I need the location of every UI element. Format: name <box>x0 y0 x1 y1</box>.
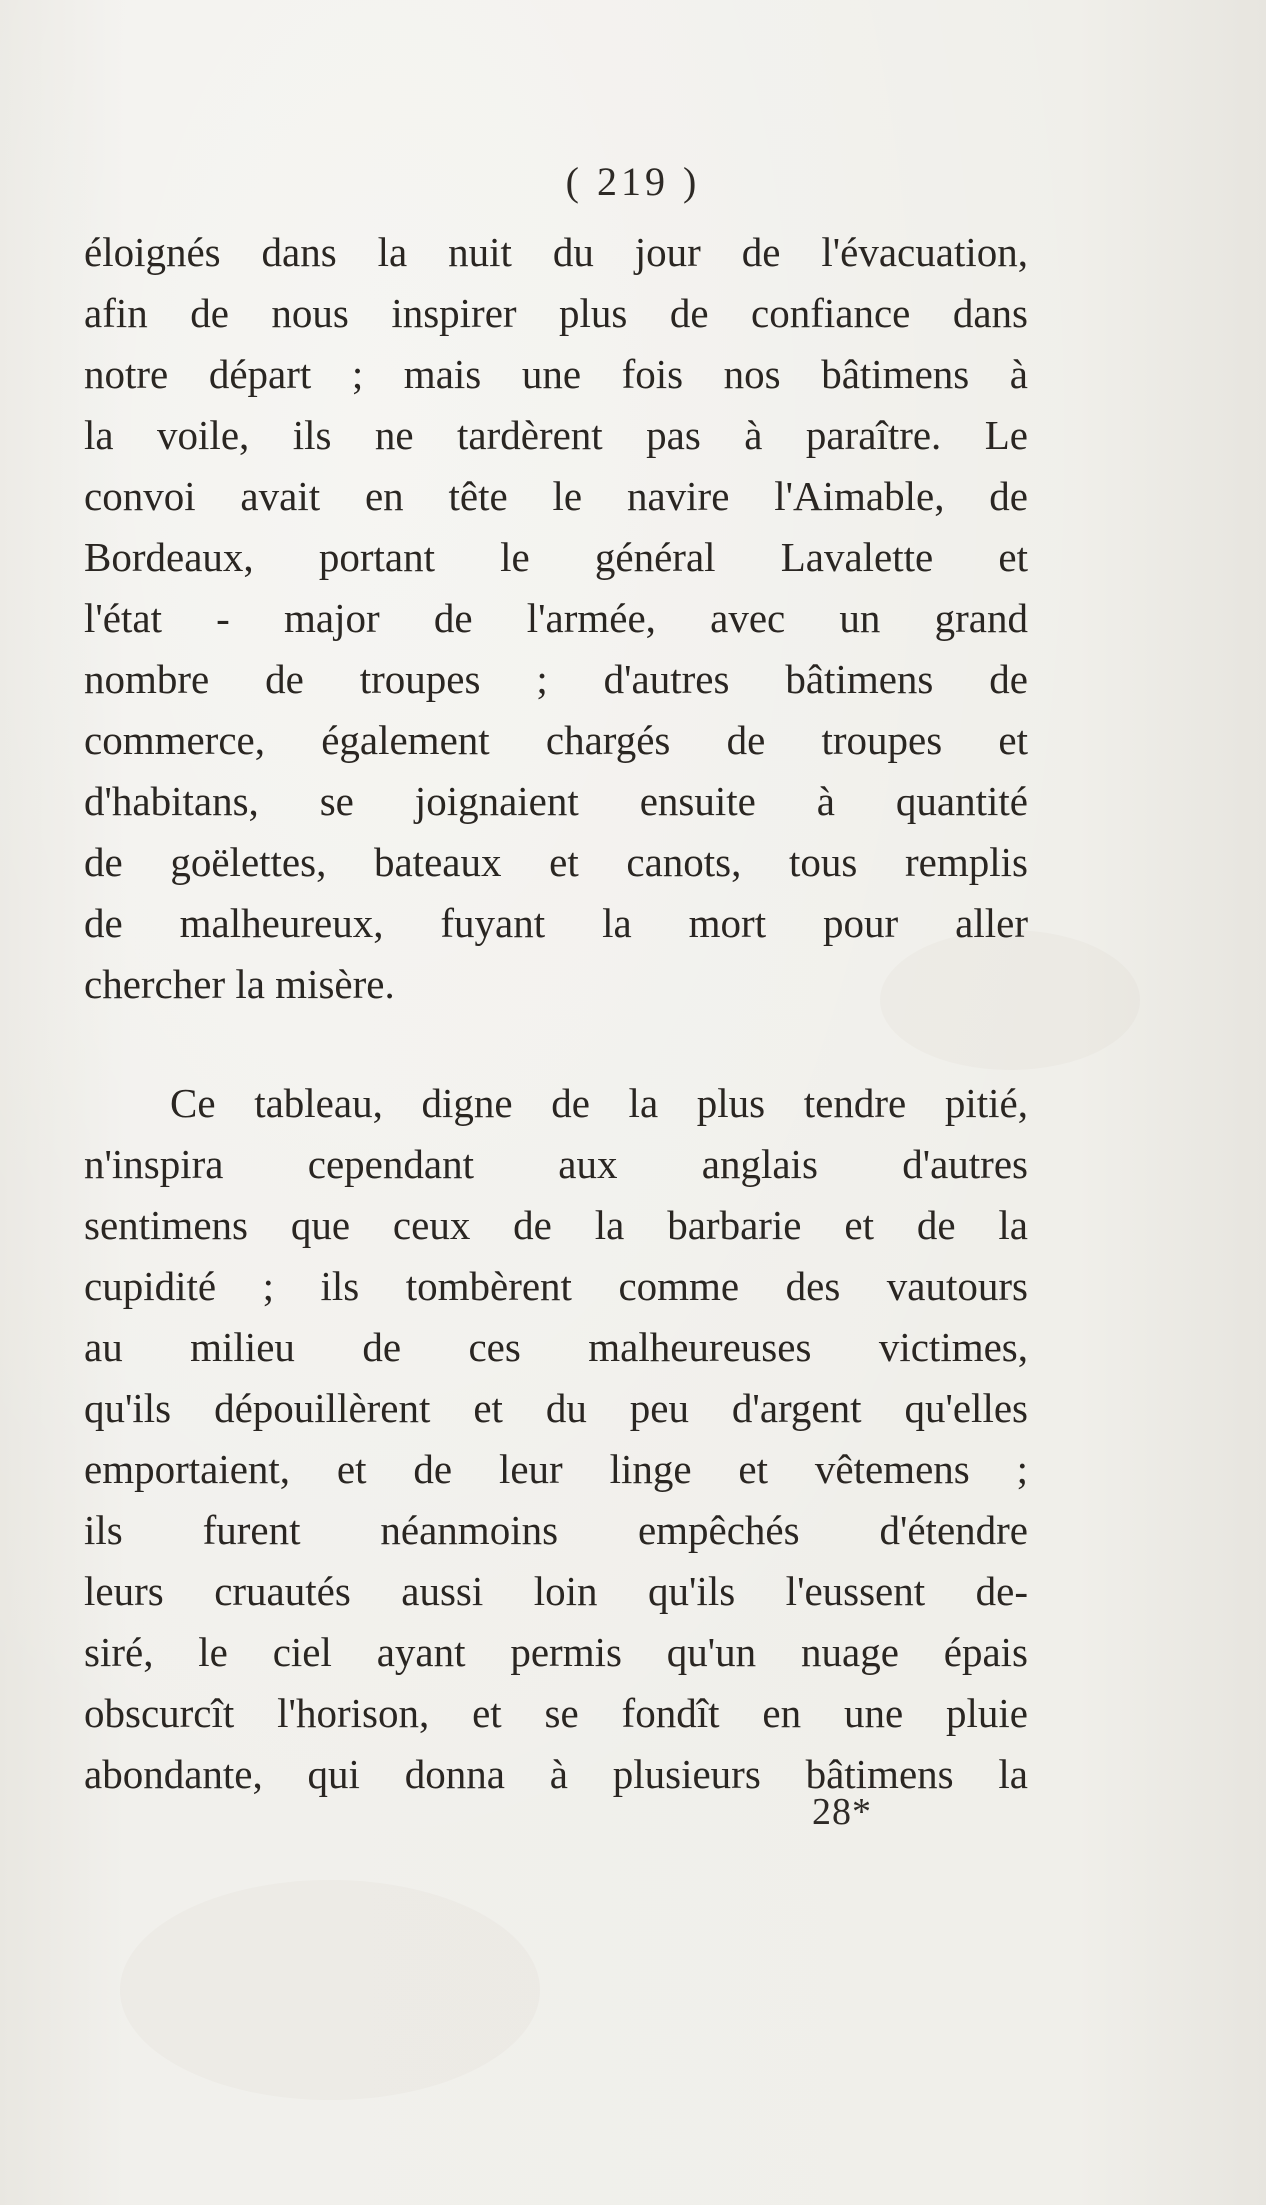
text-line: n'inspira cependant aux anglais d'autres <box>84 1141 1028 1187</box>
text-line: Bordeaux, portant le général Lavalette et <box>84 534 1028 580</box>
text-line: siré, le ciel ayant permis qu'un nuage épais <box>84 1629 1028 1675</box>
signature-mark: 28* <box>812 1791 872 1833</box>
text-line: au milieu de ces malheureuses victimes, <box>84 1324 1028 1370</box>
text-line: nombre de troupes ; d'autres bâtimens de <box>84 656 1028 702</box>
paragraph <box>84 1073 1028 1805</box>
text-line: de goëlettes, bateaux et canots, tous remplis <box>84 839 1028 885</box>
text-line: cupidité ; ils tombèrent comme des vautours <box>84 1263 1028 1309</box>
text-line: obscurcît l'horison, et se fondît en une pluie <box>84 1690 1028 1736</box>
text-line: sentimens que ceux de la barbarie et de la <box>84 1202 1028 1248</box>
paragraph-gap <box>84 1015 1028 1073</box>
text-line: commerce, également chargés de troupes et <box>84 717 1028 763</box>
text-line: l'état - major de l'armée, avec un grand <box>84 595 1028 641</box>
page-body <box>84 222 1028 1805</box>
text-line: abondante, qui donna à plusieurs bâtimens la <box>84 1751 1028 1797</box>
text-line: chercher la misère. <box>84 961 395 1007</box>
text-line: Ce tableau, digne de la plus tendre pitié, <box>170 1080 1028 1126</box>
text-line: notre départ ; mais une fois nos bâtimens à <box>84 351 1028 397</box>
text-line: ils furent néanmoins empêchés d'étendre <box>84 1507 1028 1553</box>
text-line: d'habitans, se joignaient ensuite à quantité <box>84 778 1028 824</box>
text-line: convoi avait en tête le navire l'Aimable, de <box>84 473 1028 519</box>
paper-stain <box>120 1880 540 2100</box>
text-line: leurs cruautés aussi loin qu'ils l'eussent de- <box>84 1568 1028 1614</box>
text-line: qu'ils dépouillèrent et du peu d'argent qu'elles <box>84 1385 1028 1431</box>
text-line: afin de nous inspirer plus de confiance dans <box>84 290 1028 336</box>
text-line: éloignés dans la nuit du jour de l'évacuation, <box>84 229 1028 275</box>
paragraph <box>84 222 1028 1015</box>
text-line: emportaient, et de leur linge et vêtemens ; <box>84 1446 1028 1492</box>
text-line: de malheureux, fuyant la mort pour aller <box>84 900 1028 946</box>
page-number: ( 219 ) <box>565 159 701 204</box>
text-line: la voile, ils ne tardèrent pas à paraître. Le <box>84 412 1028 458</box>
